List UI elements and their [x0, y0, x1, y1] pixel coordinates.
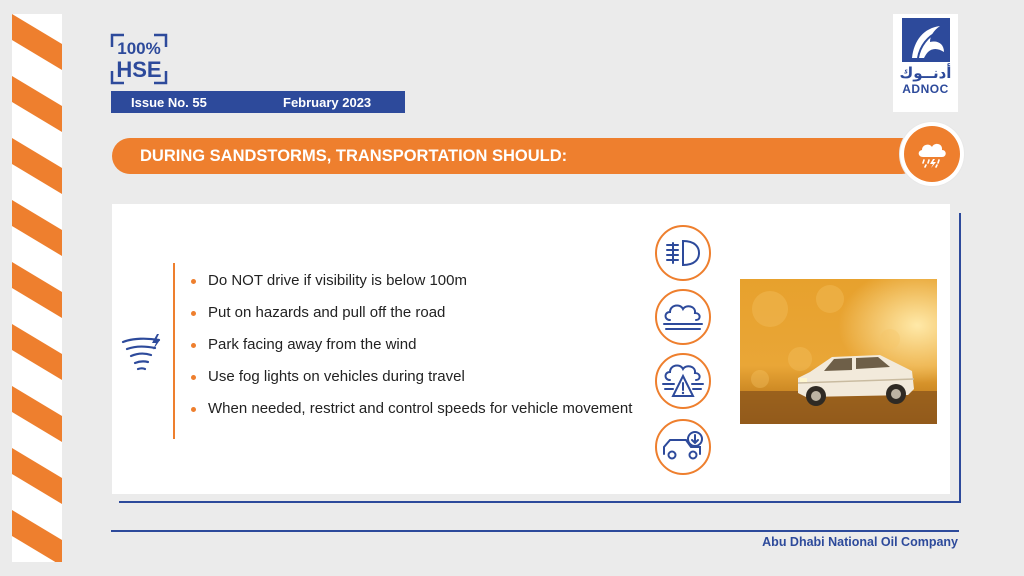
footer-divider: [111, 530, 959, 532]
adnoc-name: ADNOC: [902, 82, 949, 96]
adnoc-logo: [893, 14, 958, 112]
car-in-sandstorm-photo: [740, 279, 937, 424]
storm-cloud-icon: [915, 139, 949, 169]
hazard-stripe-bar: [12, 14, 62, 562]
svg-text:HSE: HSE: [116, 57, 162, 82]
header-icon-badge: [904, 126, 960, 182]
fog-light-icon: [655, 225, 711, 281]
issue-date: February 2023: [283, 94, 372, 110]
svg-text:100%: 100%: [117, 39, 161, 58]
issue-bar: [111, 91, 405, 113]
hse-logo: [110, 33, 168, 85]
wind-lightning-icon: [119, 332, 165, 376]
issue-number: Issue No. 55: [131, 94, 207, 110]
cloud-warning-icon: [655, 353, 711, 409]
bullet-divider: [173, 263, 175, 439]
guideline-list: [190, 272, 640, 432]
list-item: Put on hazards and pull off the road: [190, 304, 640, 322]
header-banner: [112, 138, 920, 174]
footer-company-name: Abu Dhabi National Oil Company: [762, 535, 958, 549]
page-title: DURING SANDSTORMS, TRANSPORTATION SHOULD:: [140, 147, 568, 165]
adnoc-arabic-name: أدنــوك: [899, 65, 952, 82]
list-item: When needed, restrict and control speeds for vehicle movement: [190, 400, 640, 418]
list-item: Use fog lights on vehicles during travel: [190, 368, 640, 386]
falcon-emblem-icon: [898, 14, 954, 64]
car-speed-icon: [655, 419, 711, 475]
list-item: Do NOT drive if visibility is below 100m: [190, 272, 640, 290]
list-item: Park facing away from the wind: [190, 336, 640, 354]
cloud-fog-icon: [655, 289, 711, 345]
